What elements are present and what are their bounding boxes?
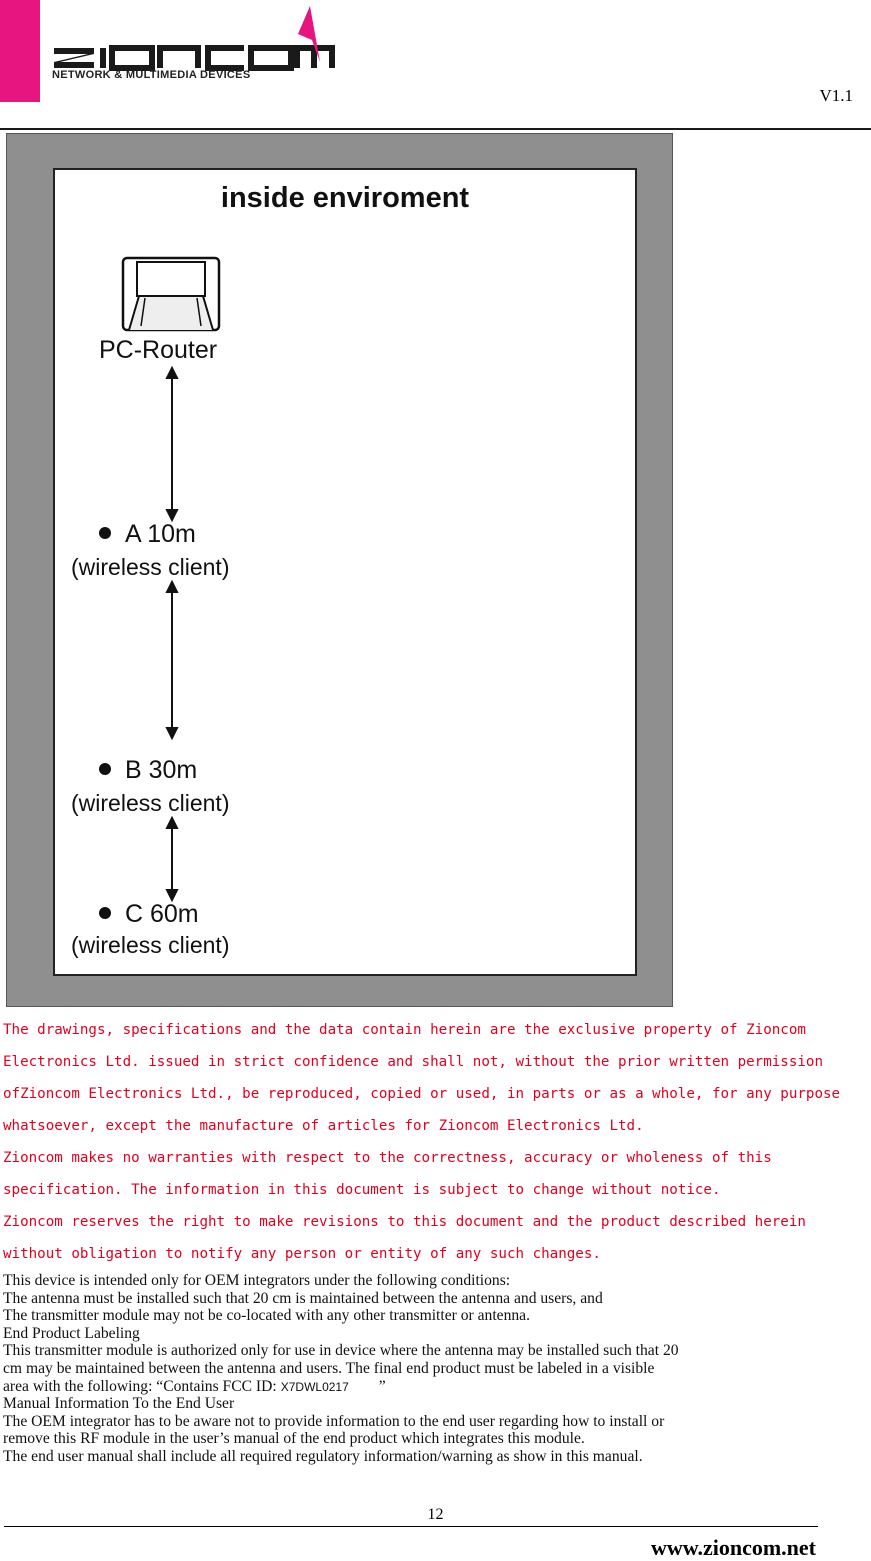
notice-line: specification. The information in this document is subject to change without notice.	[3, 1182, 721, 1198]
environment-figure	[6, 133, 673, 1007]
node-a-sub: (wireless client)	[71, 554, 230, 580]
notice-line: Zioncom reserves the right to make revisions to this document and the product described herein	[3, 1214, 806, 1230]
node-b-distance: B 30m	[125, 756, 198, 784]
fcc-id: X7DWL0217	[280, 1379, 349, 1394]
node-b-label	[99, 756, 197, 785]
oem-line: This device is intended only for OEM integrators under the following conditions:	[3, 1272, 511, 1289]
arrow-b-to-c	[167, 818, 177, 900]
bullet-icon	[99, 907, 111, 919]
oem-line: The end user manual shall include all required regulatory information/warning as show in this manual.	[3, 1447, 643, 1465]
fcc-suffix: ”	[378, 1377, 386, 1395]
notice-line: whatsoever, except the manufacture of articles for Zioncom Electronics Ltd.	[3, 1118, 644, 1134]
page-number: 12	[427, 1506, 444, 1523]
node-c-label	[99, 900, 199, 929]
notice-line: Zioncom makes no warranties with respect to the correctness, accuracy or wholeness of this	[3, 1150, 772, 1166]
oem-line: This transmitter module is authorized only for use in device where the antenna may be installed such that 20	[3, 1342, 679, 1360]
confidentiality-notice	[3, 1014, 869, 1270]
oem-line: remove this RF module in the user’s manual of the end product which integrates this module.	[3, 1430, 585, 1448]
footer-divider	[4, 1526, 818, 1527]
logo-subtitle: NETWORK & MULTIMEDIA DEVICES	[52, 69, 251, 81]
oem-line: The OEM integrator has to be aware not to provide information to the end user regarding how to install or	[3, 1412, 665, 1430]
router-icon	[123, 258, 219, 330]
website-link[interactable]: www.zioncom.net	[651, 1535, 816, 1560]
node-a-label	[99, 520, 196, 549]
bullet-icon	[99, 527, 111, 539]
oem-line: The antenna must be installed such that 20 cm is maintained between the antenna and users, and	[3, 1289, 603, 1307]
notice-line: The drawings, specifications and the data contain herein are the exclusive property of Zioncom	[3, 1022, 806, 1038]
notice-line: Electronics Ltd. issued in strict confidence and shall not, without the prior written permission	[3, 1054, 823, 1070]
version-label: V1.1	[819, 86, 853, 105]
arrow-router-to-a	[167, 368, 177, 520]
fcc-prefix: area with the following: “Contains FCC ID:	[3, 1377, 277, 1395]
arrow-a-to-b	[167, 582, 177, 738]
oem-heading: Manual Information To the End User	[3, 1395, 235, 1413]
node-a-distance: A 10m	[125, 520, 196, 548]
figure-title: inside enviroment	[220, 182, 470, 214]
header-divider	[0, 128, 871, 130]
node-c-sub: (wireless client)	[71, 932, 230, 958]
brand-color-bar	[0, 0, 40, 102]
router-label: PC-Router	[99, 336, 218, 364]
notice-line: ofZioncom Electronics Ltd., be reproduced, copied or used, in parts or as a whole, for any purpose	[3, 1086, 841, 1102]
figure-panel	[53, 168, 637, 976]
notice-line: without obligation to notify any person or entity of any such changes.	[3, 1246, 601, 1262]
node-b-sub: (wireless client)	[71, 790, 230, 816]
oem-heading: End Product Labeling	[3, 1324, 140, 1342]
bullet-icon	[99, 763, 111, 775]
node-c-distance: C 60m	[125, 900, 199, 928]
oem-line: The transmitter module may not be co-located with any other transmitter or antenna.	[3, 1307, 530, 1325]
oem-regulatory-block	[3, 1272, 773, 1466]
fcc-id-line	[3, 1378, 773, 1396]
oem-line: cm may be maintained between the antenna and users. The final end product must be labeled in a visible	[3, 1359, 655, 1377]
